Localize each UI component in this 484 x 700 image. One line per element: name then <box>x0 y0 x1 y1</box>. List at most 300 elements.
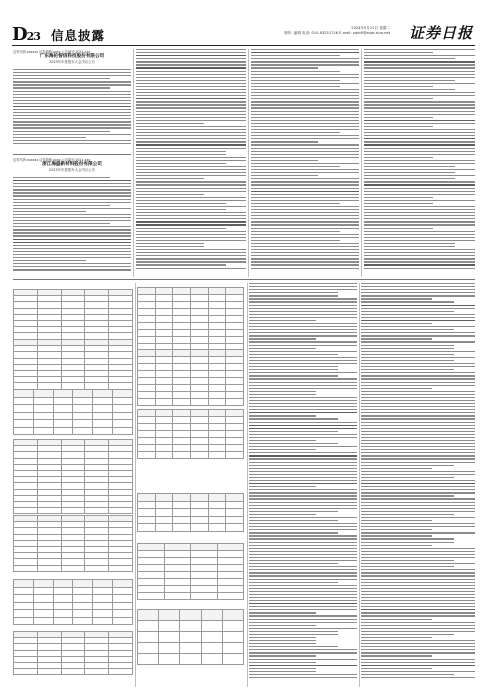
table-cell <box>173 494 191 502</box>
table-cell <box>85 508 109 514</box>
text-line <box>136 74 246 75</box>
table-row <box>138 385 244 392</box>
table-cell <box>164 593 191 600</box>
table-cell <box>190 452 208 459</box>
table-cell <box>226 452 244 459</box>
table-cell <box>190 330 208 337</box>
text-line <box>136 132 246 133</box>
table-cell <box>217 565 244 572</box>
text-line <box>361 671 475 672</box>
table-cell <box>109 565 133 571</box>
table-cell <box>173 410 191 417</box>
text-line <box>249 385 357 386</box>
text-line <box>249 425 357 426</box>
table-cell <box>173 330 191 337</box>
text-line <box>361 314 475 315</box>
text-line <box>251 98 359 99</box>
table-cell <box>14 420 34 428</box>
text-line <box>13 208 131 209</box>
text-line <box>249 409 357 410</box>
table-row <box>138 452 244 459</box>
text-line <box>251 92 359 93</box>
table-cell <box>138 494 156 502</box>
text-line <box>364 221 475 222</box>
column-rule <box>135 283 136 687</box>
table-cell <box>159 621 180 632</box>
table-cell <box>222 632 243 643</box>
text-line <box>249 560 357 561</box>
table-cell <box>155 452 173 459</box>
table-cell <box>217 572 244 579</box>
text-line <box>361 443 475 444</box>
text-line <box>13 226 131 227</box>
table-cell <box>155 309 173 316</box>
text-line <box>249 369 338 370</box>
table-cell <box>14 405 34 413</box>
text-line <box>364 246 455 247</box>
table-cell <box>190 410 208 417</box>
section-title: 信息披露 <box>51 28 106 43</box>
table-row <box>138 632 244 643</box>
text-line <box>249 440 316 441</box>
table-cell <box>208 316 226 323</box>
table-cell <box>73 602 93 610</box>
text-line <box>361 305 475 306</box>
table-cell <box>155 364 173 371</box>
text-line <box>136 160 246 161</box>
table-cell <box>33 587 53 595</box>
text-line <box>136 154 226 155</box>
table-cell <box>37 508 61 514</box>
table-cell <box>138 424 156 431</box>
text-line <box>361 622 475 623</box>
text-line <box>364 154 475 155</box>
table-cell <box>138 509 156 517</box>
table-cell <box>93 610 113 618</box>
text-line <box>136 71 246 72</box>
text-line <box>364 184 475 185</box>
text-line <box>251 129 359 130</box>
table-row <box>14 427 133 435</box>
text-line <box>136 80 246 81</box>
text-line <box>364 114 475 115</box>
text-line <box>251 132 340 133</box>
table-row <box>138 431 244 438</box>
table-cell <box>33 617 53 625</box>
text-line <box>136 197 246 198</box>
text-line <box>136 218 246 219</box>
text-line <box>249 289 357 290</box>
table-cell <box>208 424 226 431</box>
text-line <box>13 263 131 264</box>
text-line <box>136 129 246 130</box>
table-cell <box>173 309 191 316</box>
table-cell <box>53 587 73 595</box>
text-line <box>364 215 475 216</box>
text-line <box>361 535 432 536</box>
text-line <box>364 237 475 238</box>
table-cell <box>190 509 208 517</box>
text-line <box>361 323 432 324</box>
text-line <box>13 134 131 135</box>
table-cell <box>217 551 244 558</box>
text-line <box>364 71 475 72</box>
text-line <box>364 144 475 145</box>
text-line <box>13 229 131 230</box>
text-line <box>364 98 433 99</box>
text-line <box>361 292 475 293</box>
table-cell <box>208 309 226 316</box>
text-line <box>364 175 475 176</box>
text-line <box>251 160 318 161</box>
text-line <box>251 194 359 195</box>
table-row <box>138 593 244 600</box>
table-cell <box>201 654 222 665</box>
financial-table <box>137 609 244 665</box>
text-line <box>361 575 475 576</box>
table-cell <box>138 330 156 337</box>
text-line <box>361 655 432 656</box>
table-cell <box>155 323 173 330</box>
text-line <box>364 135 475 136</box>
table-row <box>138 350 244 357</box>
text-line <box>364 194 475 195</box>
text-line <box>361 422 475 423</box>
text-line <box>251 114 359 115</box>
text-line <box>249 354 338 355</box>
table-cell <box>33 610 53 618</box>
text-line <box>361 483 475 484</box>
text-line <box>13 81 131 82</box>
text-line <box>249 458 357 459</box>
table-cell <box>53 610 73 618</box>
text-line <box>251 61 359 62</box>
table-cell <box>53 412 73 420</box>
text-line <box>361 665 475 666</box>
text-line <box>251 154 359 155</box>
text-line <box>251 231 340 232</box>
text-line <box>364 107 475 108</box>
text-line <box>136 89 246 90</box>
masthead <box>12 22 475 46</box>
text-line <box>361 560 454 561</box>
text-line <box>364 151 475 152</box>
text-line <box>13 245 131 246</box>
table-cell <box>226 330 244 337</box>
text-line <box>361 440 475 441</box>
table-cell <box>190 371 208 378</box>
table-cell <box>208 392 226 399</box>
text-line <box>361 582 475 583</box>
text-line <box>249 671 316 672</box>
text-line <box>136 234 246 235</box>
text-line <box>361 351 475 352</box>
text-line <box>364 172 455 173</box>
text-line <box>249 480 357 481</box>
table-cell <box>208 378 226 385</box>
text-line <box>361 649 475 650</box>
table-cell <box>180 621 201 632</box>
table-cell <box>226 302 244 309</box>
text-line <box>249 551 357 552</box>
text-line <box>136 55 246 56</box>
text-line <box>361 532 475 533</box>
text-line <box>249 308 357 309</box>
text-line <box>361 514 454 515</box>
table-cell <box>173 438 191 445</box>
table-cell <box>155 445 173 452</box>
table-cell <box>208 371 226 378</box>
text-line <box>249 597 357 598</box>
text-line <box>249 317 357 318</box>
newspaper-logo: 证券日报 <box>408 24 473 42</box>
text-line <box>251 111 359 112</box>
table-cell <box>226 316 244 323</box>
text-line <box>361 298 432 299</box>
text-line <box>251 209 359 210</box>
text-line <box>249 446 357 447</box>
table-cell <box>173 302 191 309</box>
text-line <box>361 425 475 426</box>
table-cell <box>138 544 165 551</box>
text-line <box>251 86 340 87</box>
table-row <box>138 295 244 302</box>
table-row <box>138 417 244 424</box>
text-line <box>361 612 475 613</box>
table-cell <box>190 516 208 524</box>
table-row <box>138 494 244 502</box>
text-line <box>251 212 359 213</box>
text-line <box>13 217 131 218</box>
text-line <box>249 462 357 463</box>
text-line <box>249 452 357 453</box>
table-cell <box>138 643 159 654</box>
text-line <box>249 489 357 490</box>
table-cell <box>164 558 191 565</box>
issue-info <box>274 26 390 36</box>
table-cell <box>226 509 244 517</box>
text-line <box>136 104 246 105</box>
text-line <box>13 97 131 98</box>
text-line <box>364 49 475 50</box>
table-cell <box>53 580 73 588</box>
table-cell <box>201 621 222 632</box>
text-line <box>361 646 475 647</box>
text-line <box>361 548 475 549</box>
table-cell <box>159 610 180 621</box>
financial-table <box>13 439 133 514</box>
text-line <box>249 603 357 604</box>
text-line <box>251 172 359 173</box>
table-cell <box>190 417 208 424</box>
text-line <box>361 391 475 392</box>
table-cell <box>113 420 133 428</box>
text-line <box>136 138 246 139</box>
text-line <box>361 437 475 438</box>
table-cell <box>14 427 34 435</box>
table-cell <box>33 390 53 398</box>
announcement-2-body <box>13 177 131 272</box>
table-cell <box>73 580 93 588</box>
text-line <box>251 49 359 50</box>
text-line <box>251 221 359 222</box>
text-line <box>249 486 316 487</box>
text-line <box>249 323 357 324</box>
table-cell <box>73 390 93 398</box>
table-cell <box>138 302 156 309</box>
text-line <box>361 631 475 632</box>
table-cell <box>159 654 180 665</box>
table-cell <box>164 586 191 593</box>
text-line <box>13 87 110 88</box>
text-column-2 <box>136 49 246 277</box>
announcement-1-subject: 2023年年度股东大会决议公告 <box>49 60 95 64</box>
text-line <box>361 551 475 552</box>
text-line <box>249 455 357 456</box>
announcement-1-company: 广东海伦智信科技股份有限公司 <box>39 54 105 59</box>
table-cell <box>208 337 226 344</box>
table-cell <box>173 371 191 378</box>
text-line <box>249 474 357 475</box>
text-line <box>136 258 246 259</box>
text-line <box>364 80 455 81</box>
text-line <box>136 126 246 127</box>
text-line <box>249 643 316 644</box>
table-cell <box>33 427 53 435</box>
text-line <box>251 197 359 198</box>
table-cell <box>155 501 173 509</box>
text-line <box>249 591 357 592</box>
table-cell <box>190 295 208 302</box>
text-line <box>361 335 475 336</box>
table-cell <box>208 494 226 502</box>
text-line <box>361 545 432 546</box>
text-line <box>136 148 246 149</box>
text-line <box>13 195 131 196</box>
text-line <box>364 258 475 259</box>
table-row <box>138 544 244 551</box>
text-line <box>136 221 246 222</box>
table-cell <box>226 516 244 524</box>
text-line <box>251 261 359 262</box>
table-cell <box>73 587 93 595</box>
text-line <box>13 239 131 240</box>
text-line <box>249 443 338 444</box>
text-line <box>251 104 359 105</box>
text-line <box>249 295 338 296</box>
text-line <box>364 228 433 229</box>
table-cell <box>208 302 226 309</box>
table-cell <box>109 508 133 514</box>
text-line <box>361 400 475 401</box>
text-line <box>364 166 455 167</box>
table-cell <box>14 595 34 603</box>
table-row <box>138 309 244 316</box>
text-line <box>136 203 226 204</box>
text-line <box>364 123 475 124</box>
page-number-digits: 23 <box>26 30 40 43</box>
table-cell <box>191 565 218 572</box>
table-cell <box>164 579 191 586</box>
text-line <box>13 192 131 193</box>
text-line <box>13 260 86 261</box>
table-cell <box>208 288 226 295</box>
text-line <box>251 58 359 59</box>
table-row <box>14 610 133 618</box>
table-row <box>14 420 133 428</box>
text-line <box>361 329 454 330</box>
text-line <box>13 115 131 116</box>
table-cell <box>173 337 191 344</box>
text-line <box>361 668 432 669</box>
table-cell <box>173 357 191 364</box>
tables-column-1 <box>13 283 134 687</box>
text-line <box>251 148 359 149</box>
text-line <box>136 261 246 262</box>
text-line <box>361 338 432 339</box>
text-line <box>249 652 357 653</box>
text-line <box>361 659 475 660</box>
text-line <box>361 569 475 570</box>
table-cell <box>138 385 156 392</box>
text-line <box>251 246 359 247</box>
table-row <box>138 392 244 399</box>
text-line <box>136 224 246 225</box>
announcement-2 <box>13 157 131 277</box>
text-line <box>361 385 475 386</box>
table-row <box>138 551 244 558</box>
text-line <box>249 523 357 524</box>
text-line <box>364 255 475 256</box>
table-cell <box>180 632 201 643</box>
text-line <box>136 98 246 99</box>
text-line <box>249 400 357 401</box>
table-cell <box>93 420 113 428</box>
column-rule <box>361 49 362 277</box>
table-cell <box>164 551 191 558</box>
table-row <box>138 558 244 565</box>
text-line <box>361 406 475 407</box>
table-cell <box>155 417 173 424</box>
text-line <box>249 437 357 438</box>
text-line <box>136 166 246 167</box>
table-row <box>138 330 244 337</box>
table-cell <box>138 350 156 357</box>
text-line <box>361 652 475 653</box>
table-cell <box>190 431 208 438</box>
text-line <box>249 311 357 312</box>
table-cell <box>222 654 243 665</box>
text-line <box>361 492 475 493</box>
text-line <box>249 418 338 419</box>
text-line <box>13 242 131 243</box>
table-cell <box>190 364 208 371</box>
text-line <box>136 86 246 87</box>
table-cell <box>37 669 61 675</box>
text-line <box>361 634 454 635</box>
text-line <box>249 619 357 620</box>
text-line <box>361 588 475 589</box>
table-cell <box>155 494 173 502</box>
text-line <box>13 180 131 181</box>
text-line <box>249 625 316 626</box>
text-line <box>136 144 246 145</box>
text-line <box>361 529 432 530</box>
text-line <box>361 585 475 586</box>
financial-table <box>137 543 244 600</box>
table-row <box>138 516 244 524</box>
text-line <box>136 123 204 124</box>
